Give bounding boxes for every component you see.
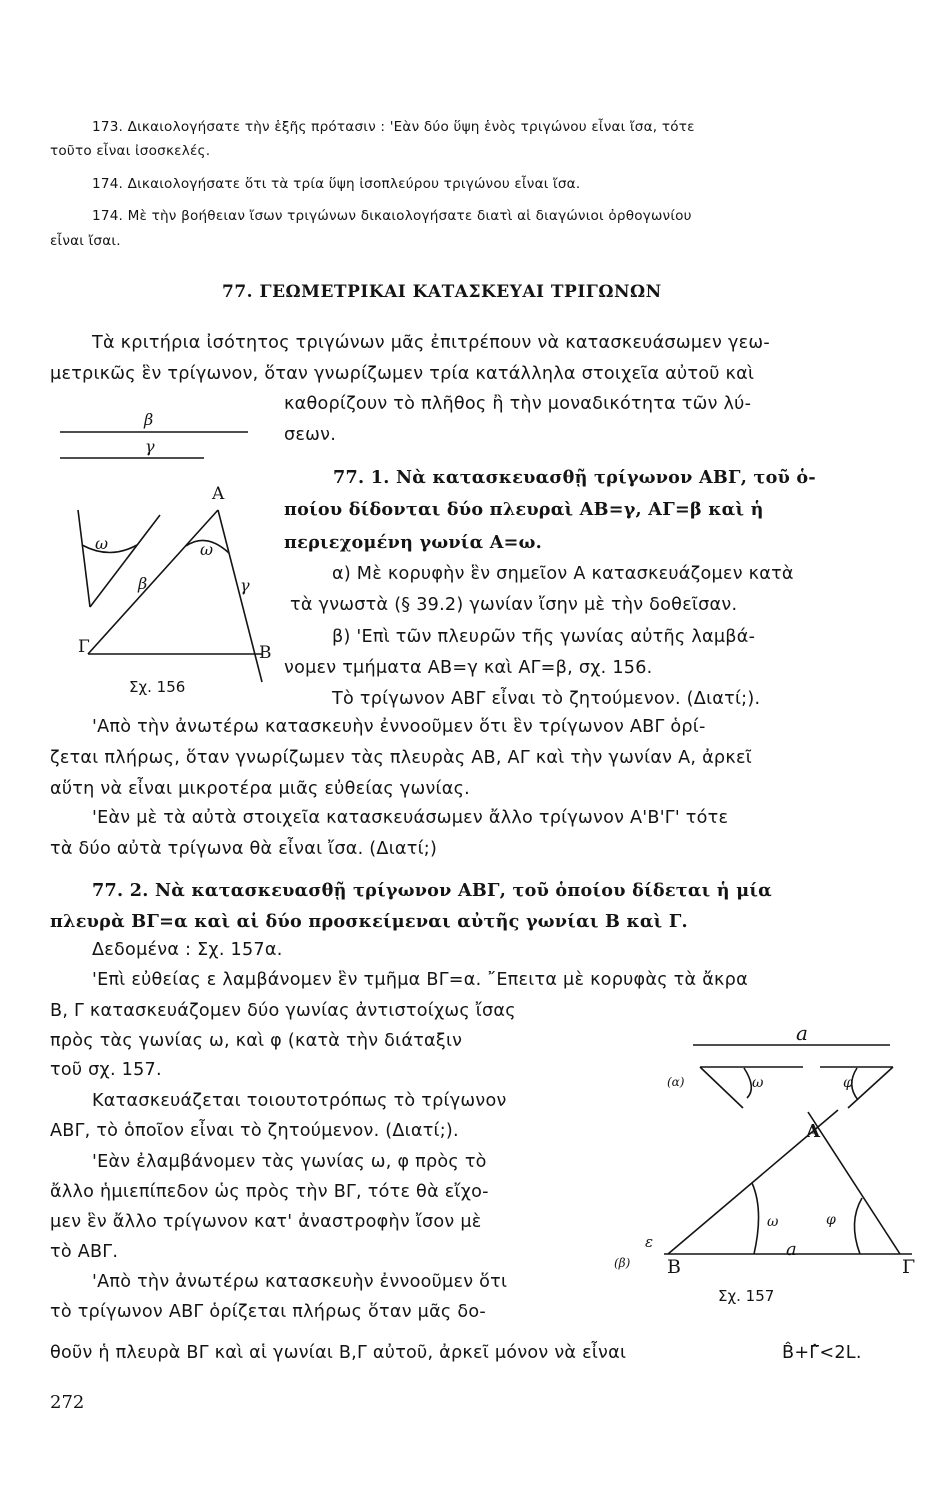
- problem2-given: Δεδομένα : Σχ. 157α.: [92, 940, 283, 960]
- fig156-angle-omega: ω: [200, 540, 214, 559]
- exercise-173-line2: τοῦτο εἶναι ἰσοσκελές.: [50, 143, 211, 159]
- exercise-174-line1: 174. Δικαιολογήσατε ὅτι τὰ τρία ὕψη ἰσοπλεύρου τριγώνου εἶναι ἴσα.: [92, 176, 581, 192]
- page-number: 272: [50, 1392, 85, 1413]
- problem1-step-a-line2: τὰ γνωστὰ (§ 39.2) γωνίαν ἴσην μὲ τὴν δοθεῖσαν.: [290, 595, 738, 615]
- problem2-line2: πλευρὰ ΒΓ=α καὶ αἱ δύο προσκείμεναι αὐτῆς γωνίαι Β καὶ Γ.: [50, 911, 688, 932]
- fig157-label-beta-paren: (β): [614, 1256, 631, 1270]
- fig156-vertex-A: Α: [212, 484, 225, 504]
- intro-line2: μετρικῶς ἓν τρίγωνον, ὅταν γνωρίζωμεν τρία κατάλληλα στοιχεῖα αὐτοῦ καὶ: [50, 364, 755, 384]
- fig157-label-alpha: (α): [667, 1075, 685, 1089]
- problem1-result: Τὸ τρίγωνον ΑΒΓ εἶναι τὸ ζητούμενον. (Διατί;).: [332, 689, 761, 709]
- problem2-para-line4: τοῦ σχ. 157.: [50, 1060, 162, 1080]
- fig156-side-beta-label: β: [138, 574, 148, 593]
- fig156-vertex-B: Β: [259, 643, 272, 663]
- problem2-line1: 77. 2. Νὰ κατασκευασθῇ τρίγωνον ΑΒΓ, τοῦ ὁποίου δίδεται ἡ μία: [92, 880, 772, 901]
- section-title: 77. ΓΕΩΜΕΤΡΙΚΑΙ ΚΑΤΑΣΚΕΥΑΙ ΤΡΙΓΩΝΩΝ: [222, 282, 662, 302]
- fig157-angle-omega: ω: [767, 1214, 779, 1230]
- intro-line3: καθορίζουν τὸ πλῆθος ἢ τὴν μοναδικότητα τῶν λύ-: [284, 394, 752, 414]
- fig157-vertex-G: Γ: [902, 1256, 916, 1278]
- problem1-line3: περιεχομένη γωνία Α=ω.: [284, 532, 543, 553]
- problem2-para-line13: θοῦν ἡ πλευρὰ ΒΓ καὶ αἱ γωνίαι Β,Γ αὐτοῦ, ἀρκεῖ μόνον νὰ εἶναι: [50, 1343, 627, 1363]
- problem2-para-line1: 'Επὶ εὐθείας ε λαμβάνομεν ἓν τμῆμα ΒΓ=α. ῎Επειτα μὲ κορυφὰς τὰ ἄκρα: [92, 970, 748, 990]
- problem1-step-a-line1: α) Μὲ κορυφὴν ἓν σημεῖον Α κατασκευάζομεν κατὰ: [332, 564, 794, 584]
- fig157-vertex-A: Α: [806, 1121, 820, 1142]
- problem2-para-line7: 'Εὰν ἐλαμβάνομεν τὰς γωνίας ω, φ πρὸς τὸ: [92, 1152, 487, 1172]
- problem1-remark-line4: 'Εὰν μὲ τὰ αὐτὰ στοιχεῖα κατασκευάσωμεν ἄλλο τρίγωνον Α'Β'Γ' τότε: [92, 808, 729, 828]
- fig157-label-epsilon: ε: [645, 1233, 654, 1251]
- problem2-para-line9: μεν ἓν ἄλλο τρίγωνον κατ' ἀναστροφὴν ἴσον μὲ: [50, 1212, 482, 1232]
- fig157-angle-G-arc: [854, 1198, 862, 1254]
- problem1-step-b-line1: β) 'Επὶ τῶν πλευρῶν τῆς γωνίας αὐτῆς λαμβά-: [332, 627, 756, 647]
- fig157-angle-B-arc: [752, 1183, 759, 1254]
- problem1-line1: 77. 1. Νὰ κατασκευασθῇ τρίγωνον ΑΒΓ, τοῦ ὁ-: [333, 467, 816, 488]
- problem2-para-line5: Κατασκευάζεται τοιουτοτρόπως τὸ τρίγωνον: [92, 1091, 507, 1111]
- fig157-omega-arc: [744, 1068, 751, 1098]
- fig156-caption: Σχ. 156: [129, 678, 186, 696]
- problem1-remark-line3: αὕτη νὰ εἶναι μικροτέρα μιᾶς εὐθείας γωνίας.: [50, 779, 471, 799]
- fig157-omega-ray2: [700, 1067, 743, 1108]
- exercise-174b-line2: εἶναι ἴσαι.: [50, 233, 121, 249]
- fig157-label-a-top: a: [796, 1021, 808, 1045]
- fig156-label-omega: ω: [95, 534, 109, 553]
- fig156-label-gamma: γ: [145, 437, 155, 456]
- fig156-side-gamma-label: γ: [240, 576, 250, 595]
- exercise-173-line1: 173. Δικαιολογήσατε τὴν ἑξῆς πρότασιν : 'Εὰν δύο ὕψη ἑνὸς τριγώνου εἶναι ἴσα, τότε: [92, 119, 695, 135]
- problem2-para-line2: Β, Γ κατασκευάζομεν δύο γωνίας ἀντιστοίχως ἴσας: [50, 1001, 516, 1021]
- problem2-para-line12: τὸ τρίγωνον ΑΒΓ ὁρίζεται πλήρως ὅταν μᾶς δο-: [50, 1302, 486, 1322]
- problem2-para-line8: ἄλλο ἡμιεπίπεδον ὡς πρὸς τὴν ΒΓ, τότε θὰ εἴχο-: [50, 1182, 489, 1202]
- fig157-caption: Σχ. 157: [718, 1287, 775, 1305]
- problem1-remark-line1: 'Απὸ τὴν ἀνωτέρω κατασκευὴν ἐννοοῦμεν ὅτι ἓν τρίγωνον ΑΒΓ ὁρί-: [92, 717, 706, 737]
- problem1-remark-line5: τὰ δύο αὐτὰ τρίγωνα θὰ εἶναι ἴσα. (Διατί;): [50, 839, 438, 859]
- fig157-label-omega-top: ω: [752, 1075, 764, 1091]
- problem2-para-line11: 'Απὸ τὴν ἀνωτέρω κατασκευὴν ἐννοοῦμεν ὅτι: [92, 1272, 508, 1292]
- fig156-vertex-G: Γ: [78, 637, 90, 657]
- fig157-label-phi-top: φ: [843, 1075, 853, 1091]
- problem2-para-line10: τὸ ΑΒΓ.: [50, 1242, 119, 1262]
- problem2-angle-condition: B̂+Γ̂<2L.: [782, 1343, 862, 1363]
- problem1-step-b-line2: νομεν τμήματα ΑΒ=γ καὶ ΑΓ=β, σχ. 156.: [284, 658, 653, 678]
- problem2-para-line6: ΑΒΓ, τὸ ὁποῖον εἶναι τὸ ζητούμενον. (Διατί;).: [50, 1121, 459, 1141]
- problem1-line2: ποίου δίδονται δύο πλευραὶ ΑΒ=γ, ΑΓ=β καὶ ἡ: [284, 499, 764, 520]
- exercise-174b-line1: 174. Μὲ τὴν βοήθειαν ἴσων τριγώνων δικαιολογήσατε διατὶ αἱ διαγώνιοι ὀρθογωνίου: [92, 208, 692, 224]
- fig157-angle-phi: φ: [826, 1212, 836, 1228]
- intro-line1: Τὰ κριτήρια ἰσότητος τριγώνων μᾶς ἐπιτρέπουν νὰ κατασκευάσωμεν γεω-: [92, 333, 770, 353]
- problem2-para-line3: πρὸς τὰς γωνίας ω, καὶ φ (κατὰ τὴν διάταξιν: [50, 1031, 463, 1051]
- intro-line4: σεων.: [284, 425, 337, 445]
- problem1-remark-line2: ζεται πλήρως, ὅταν γνωρίζωμεν τὰς πλευρὰς ΑΒ, ΑΓ καὶ τὴν γωνίαν Α, ἀρκεῖ: [50, 748, 752, 768]
- fig157-label-a-bottom: a: [786, 1239, 797, 1260]
- fig157-vertex-B: Β: [667, 1256, 681, 1278]
- fig156-label-beta: β: [144, 410, 154, 429]
